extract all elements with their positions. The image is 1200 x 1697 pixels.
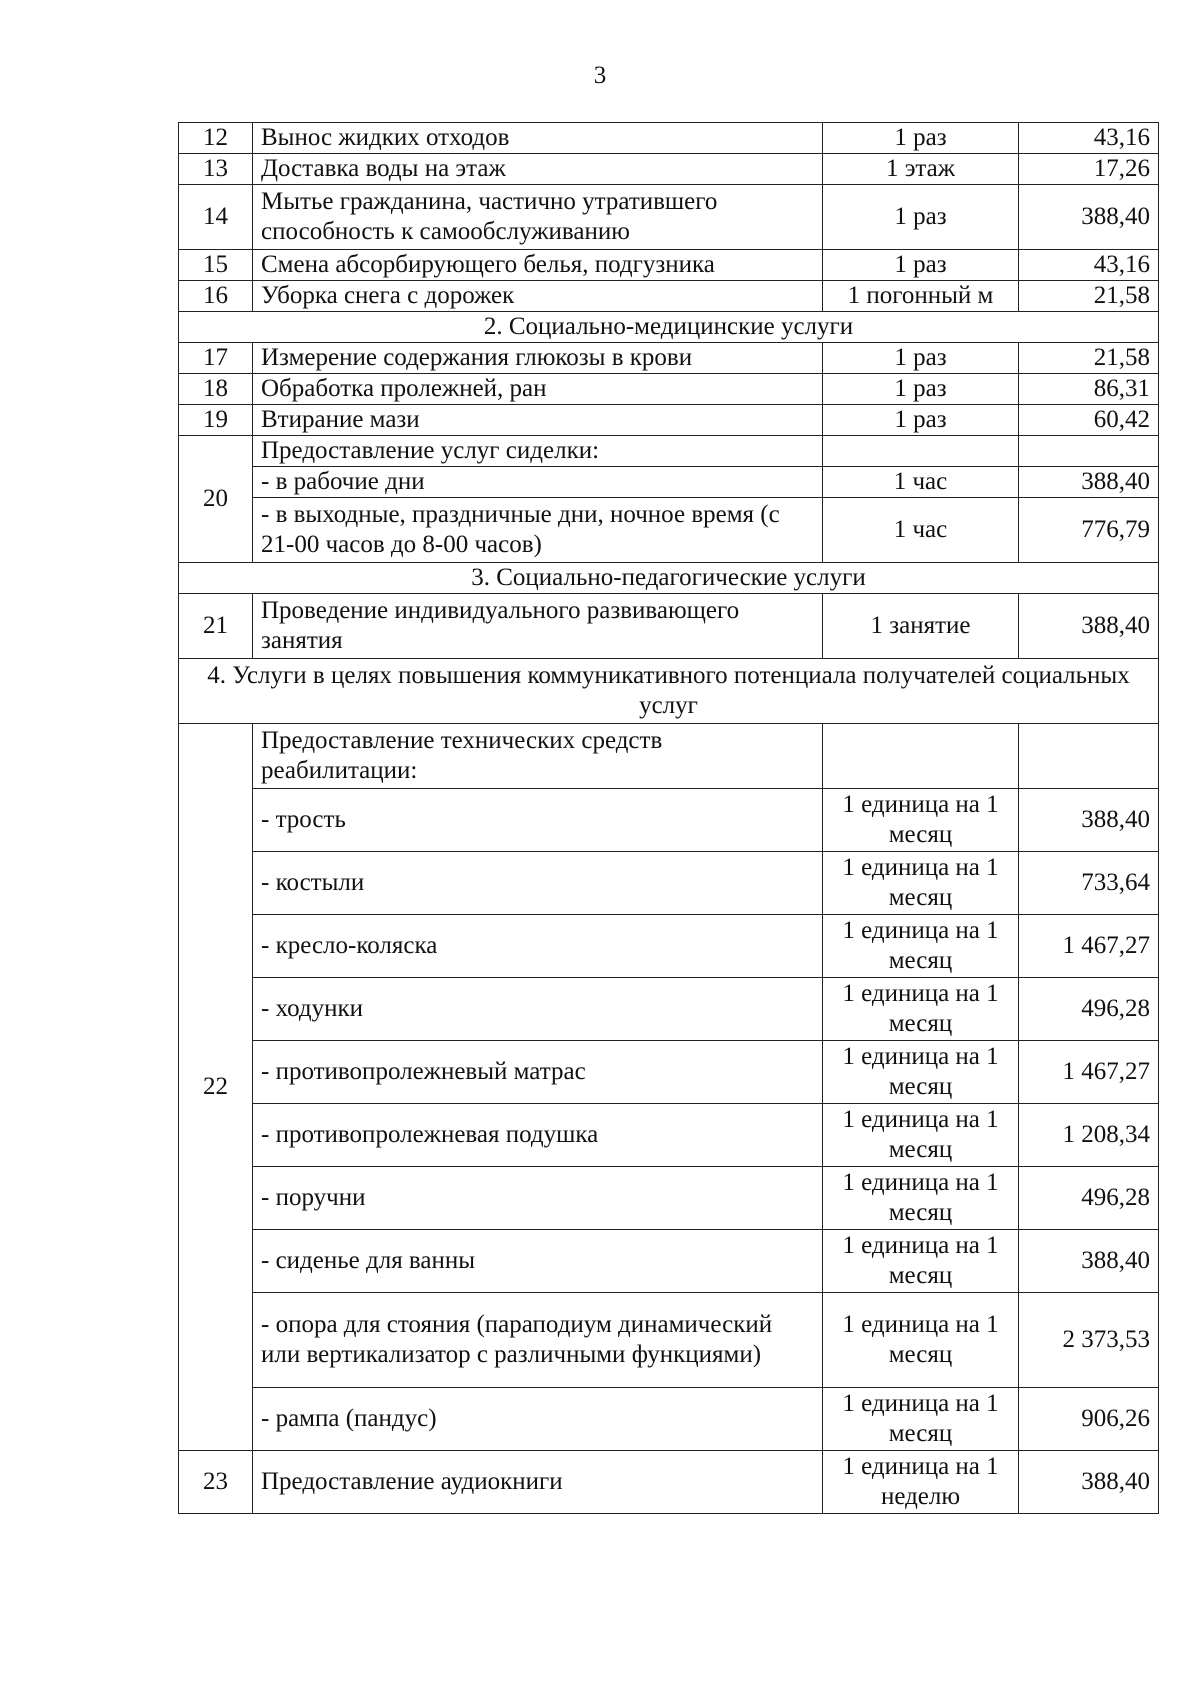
table-row [179, 1388, 1159, 1451]
service-price: 21,58 [1019, 343, 1159, 374]
service-price: 43,16 [1019, 250, 1159, 281]
table-row [179, 467, 1159, 498]
service-unit: 1 единица на 1 месяц [823, 1041, 1019, 1104]
service-unit: 1 раз [823, 123, 1019, 154]
service-name: Втирание мази [253, 405, 823, 436]
table-row [179, 852, 1159, 915]
service-name: - в рабочие дни [253, 467, 823, 498]
service-price: 17,26 [1019, 154, 1159, 185]
service-name: Проведение индивидуального развивающего занятия [253, 594, 823, 659]
service-name: Уборка снега с дорожек [253, 281, 823, 312]
row-number: 16 [179, 281, 253, 312]
service-name: - трость [253, 789, 823, 852]
section-header-row [179, 659, 1159, 724]
service-name: Предоставление аудиокниги [253, 1451, 823, 1514]
table-row [179, 1041, 1159, 1104]
service-price [1019, 436, 1159, 467]
table-row [179, 405, 1159, 436]
page-number: 3 [593, 62, 607, 89]
row-number: 12 [179, 123, 253, 154]
section-title: 3. Социально-педагогические услуги [179, 563, 1159, 594]
table-row [179, 374, 1159, 405]
service-price: 388,40 [1019, 467, 1159, 498]
service-name: - ходунки [253, 978, 823, 1041]
service-unit: 1 единица на 1 месяц [823, 1104, 1019, 1167]
table-row [179, 1104, 1159, 1167]
table-row [179, 498, 1159, 563]
row-number: 22 [179, 724, 253, 1451]
table-row [179, 1230, 1159, 1293]
service-unit: 1 единица на 1 месяц [823, 789, 1019, 852]
table-row [179, 1167, 1159, 1230]
service-unit: 1 единица на 1 месяц [823, 852, 1019, 915]
service-price: 388,40 [1019, 594, 1159, 659]
row-number: 15 [179, 250, 253, 281]
service-name: - в выходные, праздничные дни, ночное время (с 21-00 часов до 8-00 часов) [253, 498, 823, 563]
row-number: 17 [179, 343, 253, 374]
service-name: - кресло-коляска [253, 915, 823, 978]
service-price: 388,40 [1019, 789, 1159, 852]
service-unit: 1 раз [823, 250, 1019, 281]
section-title: 4. Услуги в целях повышения коммуникативного потенциала получателей социальных услуг [179, 659, 1159, 724]
service-name: - противопролежневый матрас [253, 1041, 823, 1104]
table-row [179, 724, 1159, 789]
service-price: 1 467,27 [1019, 1041, 1159, 1104]
service-price: 388,40 [1019, 1451, 1159, 1514]
service-price: 496,28 [1019, 1167, 1159, 1230]
row-number: 19 [179, 405, 253, 436]
service-price: 43,16 [1019, 123, 1159, 154]
service-unit: 1 единица на 1 месяц [823, 1230, 1019, 1293]
table-row [179, 185, 1159, 250]
service-name: Доставка воды на этаж [253, 154, 823, 185]
service-unit: 1 час [823, 498, 1019, 563]
service-unit [823, 724, 1019, 789]
service-price: 1 208,34 [1019, 1104, 1159, 1167]
table-row [179, 281, 1159, 312]
table-row [179, 154, 1159, 185]
service-name: Обработка пролежней, ран [253, 374, 823, 405]
service-name: Измерение содержания глюкозы в крови [253, 343, 823, 374]
service-unit: 1 единица на 1 месяц [823, 978, 1019, 1041]
service-price: 1 467,27 [1019, 915, 1159, 978]
service-unit: 1 единица на 1 неделю [823, 1451, 1019, 1514]
service-unit: 1 раз [823, 405, 1019, 436]
table-row [179, 915, 1159, 978]
table-row [179, 436, 1159, 467]
service-name: - рампа (пандус) [253, 1388, 823, 1451]
service-unit: 1 раз [823, 374, 1019, 405]
service-unit: 1 раз [823, 343, 1019, 374]
service-unit: 1 погонный м [823, 281, 1019, 312]
row-number: 23 [179, 1451, 253, 1514]
section-header-row [179, 312, 1159, 343]
service-unit: 1 этаж [823, 154, 1019, 185]
service-name: - костыли [253, 852, 823, 915]
service-name: - противопролежневая подушка [253, 1104, 823, 1167]
service-name: - опора для стояния (параподиум динамический или вертикализатор с различными функциями) [253, 1293, 823, 1388]
service-price: 60,42 [1019, 405, 1159, 436]
service-price: 496,28 [1019, 978, 1159, 1041]
service-unit: 1 занятие [823, 594, 1019, 659]
service-price: 388,40 [1019, 185, 1159, 250]
table-row [179, 123, 1159, 154]
service-unit: 1 час [823, 467, 1019, 498]
table-row [179, 789, 1159, 852]
service-price: 776,79 [1019, 498, 1159, 563]
service-price [1019, 724, 1159, 789]
row-number: 13 [179, 154, 253, 185]
tariff-table [178, 122, 1159, 1514]
service-name: - поручни [253, 1167, 823, 1230]
row-number: 18 [179, 374, 253, 405]
service-unit: 1 единица на 1 месяц [823, 1167, 1019, 1230]
row-number: 21 [179, 594, 253, 659]
service-price: 2 373,53 [1019, 1293, 1159, 1388]
service-group-title: Предоставление услуг сиделки: [253, 436, 823, 467]
table-row [179, 250, 1159, 281]
table-row [179, 343, 1159, 374]
service-price: 906,26 [1019, 1388, 1159, 1451]
service-name: - сиденье для ванны [253, 1230, 823, 1293]
service-unit [823, 436, 1019, 467]
service-price: 388,40 [1019, 1230, 1159, 1293]
service-name: Смена абсорбирующего белья, подгузника [253, 250, 823, 281]
service-name: Вынос жидких отходов [253, 123, 823, 154]
section-header-row [179, 563, 1159, 594]
row-number: 14 [179, 185, 253, 250]
table-row [179, 1293, 1159, 1388]
service-unit: 1 единица на 1 месяц [823, 915, 1019, 978]
service-unit: 1 единица на 1 месяц [823, 1388, 1019, 1451]
service-unit: 1 раз [823, 185, 1019, 250]
service-unit: 1 единица на 1 месяц [823, 1293, 1019, 1388]
section-title: 2. Социально-медицинские услуги [179, 312, 1159, 343]
table-row [179, 978, 1159, 1041]
service-price: 733,64 [1019, 852, 1159, 915]
table-row [179, 1451, 1159, 1514]
table-row [179, 594, 1159, 659]
service-price: 86,31 [1019, 374, 1159, 405]
row-number: 20 [179, 436, 253, 563]
service-name: Мытье гражданина, частично утратившего способность к самообслуживанию [253, 185, 823, 250]
service-group-title: Предоставление технических средств реабилитации: [253, 724, 823, 789]
service-price: 21,58 [1019, 281, 1159, 312]
